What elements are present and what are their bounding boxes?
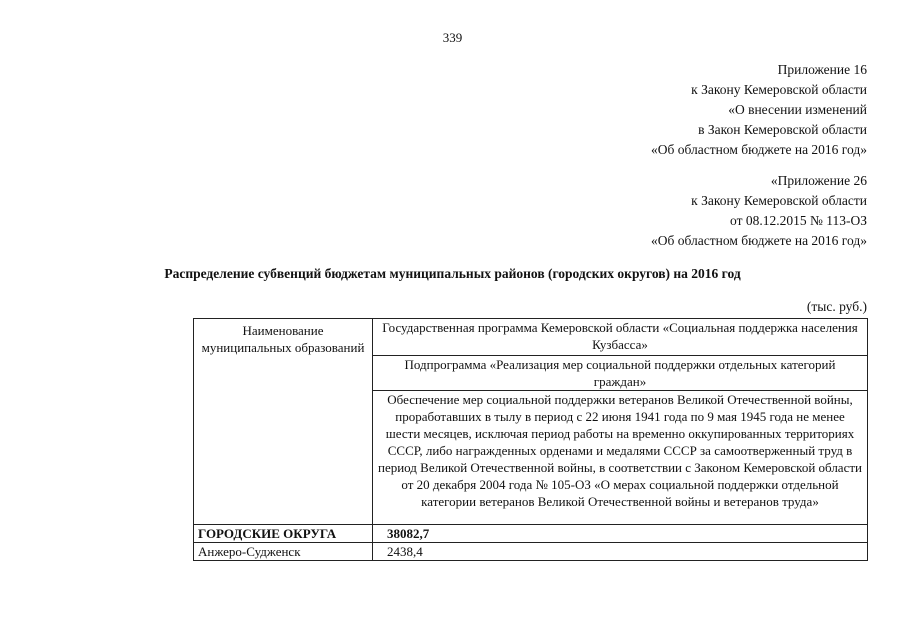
appendix-line: к Закону Кемеровской области [691, 193, 867, 208]
program-header: Государственная программа Кемеровской области «Социальная поддержка населения Кузбасса» [373, 319, 868, 356]
appendix-block-16 [651, 60, 867, 160]
subprogram-header: Подпрограмма «Реализация мер социальной поддержки отдельных категорий граждан» [373, 356, 868, 391]
row-name: ГОРОДСКИЕ ОКРУГА [194, 525, 373, 543]
municipality-column-header: Наименование муниципальных образований [194, 319, 373, 525]
appendix-line: «Об областном бюджете на 2016 год» [651, 233, 867, 248]
appendix-line: «Приложение 26 [770, 173, 867, 188]
appendix-line: от 08.12.2015 № 113-ОЗ [730, 213, 867, 228]
row-value: 2438,4 [373, 543, 868, 561]
row-name: Анжеро-Судженск [194, 543, 373, 561]
table-header-row [194, 319, 868, 356]
row-value: 38082,7 [373, 525, 868, 543]
appendix-line: Приложение 16 [777, 62, 867, 77]
subvention-table [193, 318, 868, 561]
page-number: 339 [442, 30, 463, 45]
measure-header: Обеспечение мер социальной поддержки ветеранов Великой Отечественной войны, проработавших в тылу в период с 22 июня 1941 года по 9 мая 1945 года не менее шести месяцев, исключая период работы на временно оккупированных территориях СССР, либо награжденных орденами и медалями СССР за самоотверженный труд в период Великой Отечественной войны, в соответствии с Законом Кемеровской области от 20 декабря 2004 года № 105-ОЗ «О мерах социальной поддержки отдельной категории ветеранов Великой Отечественной войны и ветеранов труда» [373, 391, 868, 525]
appendix-block-26 [651, 171, 867, 251]
appendix-line: к Закону Кемеровской области [691, 82, 867, 97]
appendix-line: «Об областном бюджете на 2016 год» [651, 142, 867, 157]
appendix-line: «О внесении изменений [728, 102, 867, 117]
table-row [194, 525, 868, 543]
table-row [194, 543, 868, 561]
document-title: Распределение субвенций бюджетам муниципальных районов (городских округов) на 2016 год [164, 266, 741, 281]
appendix-line: в Закон Кемеровской области [698, 122, 867, 137]
units-label: (тыс. руб.) [806, 299, 867, 314]
